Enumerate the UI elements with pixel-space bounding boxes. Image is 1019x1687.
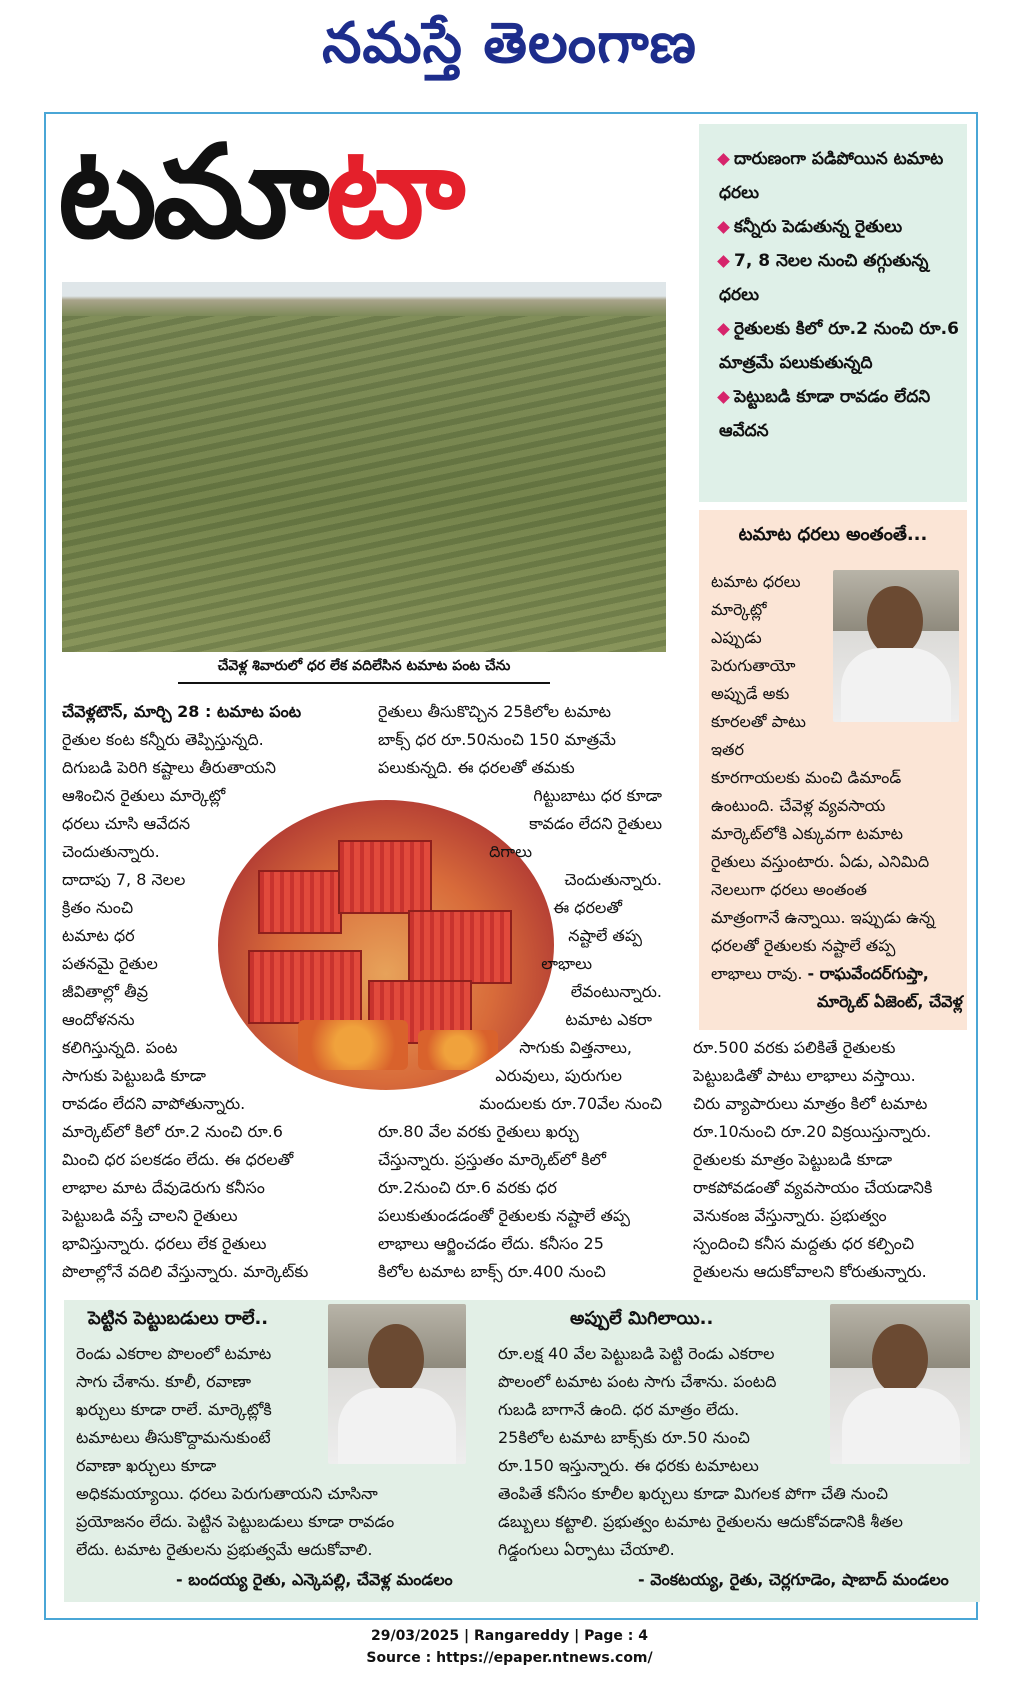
- highlights-list: [719, 142, 959, 448]
- headline-part-red: టా: [325, 118, 462, 267]
- agent-quote-short-lines: టమాట ధరలు మార్కెట్లో ఎప్పుడు పెరుగుతాయో అప్పుడే అకు కూరలతో పాటు ఇతర: [711, 572, 806, 759]
- agent-portrait-photo: [833, 570, 959, 722]
- article-headline: [58, 118, 461, 268]
- farmer1-quote-title: పెట్టిన పెట్టుబడులు రాలే..: [88, 1308, 269, 1329]
- farmer1-attribution: - బందయ్య రైతు, ఎన్కెపల్లి, చేవెళ్ల మండలం: [176, 1570, 453, 1589]
- article-column-2: రైతులు తీసుకొచ్చిన 25కిలోల టమాట బాక్స్ ధర రూ.50నుంచి 150 మాత్రమే పలుకున్నది. ఈ ధరలతో తమకు గిట్టుబాటు ధర కూడా కావడం లేదని రైతులు దిగాలు చెందుతున్నారు. ఈ ధరలతో నష్టాలే తప్ప లాభాలు లేవంటున్నారు. టమాట ఎకరా సాగుకు విత్తనాలు, ఎరువులు, పురుగుల మందులకు రూ.70వేల నుంచి రూ.80 వేల వరకు రైతులు ఖర్చు చేస్తున్నారు. ప్రస్తుతం మార్కెట్‌లో కిలో రూ.2నుంచి రూ.6 వరకు ధర పలుకుతుండడంతో రైతులకు నష్టాలే తప్ప లాభాలు ఆర్జించడం లేదు. కనీసం 25 కిలోల టమాట బాక్స్ రూ.400 నుంచి: [378, 702, 662, 1281]
- agent-quote-full-lines: కూరగాయలకు మంచి డిమాండ్ ఉంటుంది. చేవెళ్ల వ్యవసాయ మార్కెట్‌లోకి ఎక్కువగా టమాట రైతులు వస్తుంటారు. ఏడు, ఎనిమిది నెలలుగా ధరలు అంతంత మాత్రంగానే ఉన్నాయి. ఇప్పుడు ఉన్న ధరలతో రైతులకు నష్టాలే తప్ప లాభాలు రావు. - రాఘవేందర్‌గుప్తా,: [711, 768, 935, 983]
- diamond-bullet-icon: [717, 255, 730, 268]
- highlight-item: దారుణంగా పడిపోయిన టమాట ధరలు: [719, 149, 944, 203]
- caption-underline: [178, 682, 550, 684]
- diamond-bullet-icon: [717, 221, 730, 234]
- footer-edition-info: 29/03/2025 | Rangareddy | Page : 4: [370, 1628, 649, 1644]
- agent-quote-box: [699, 510, 967, 1030]
- highlight-item: రైతులకు కిలో రూ.2 నుంచి రూ.6 మాత్రమే పలుకుతున్నది: [719, 319, 959, 373]
- farmer2-quote-title: అప్పులే మిగిలాయి..: [570, 1308, 714, 1329]
- diamond-bullet-icon: [717, 323, 730, 336]
- highlights-box: [699, 124, 967, 502]
- tomato-field-photo: [62, 282, 666, 652]
- diamond-bullet-icon: [717, 153, 730, 166]
- highlight-item: 7, 8 నెలల నుంచి తగ్గుతున్న ధరలు: [719, 251, 929, 305]
- footer-source-link[interactable]: Source : https://epaper.ntnews.com/: [366, 1650, 653, 1666]
- agent-quote-title: టమాట ధరలు అంతంతే...: [738, 524, 928, 545]
- article-column-3: రూ.500 వరకు పలికితే రైతులకు పెట్టుబడితో పాటు లాభాలు వస్తాయి. చిరు వ్యాపారులు మాత్రం కిలో టమాట రూ.10నుంచి రూ.20 విక్రయిస్తున్నారు. రైతులకు మాత్రం పెట్టుబడి కూడా రాకపోవడంతో వ్యవసాయం చేయడానికి వెనుకంజ వేస్తున్నారు. ప్రభుత్వం స్పందించి కనీస మద్దతు ధర కల్పించి రైతులను ఆదుకోవాలని కోరుతున్నారు.: [693, 1038, 933, 1281]
- highlight-item: కన్నీరు పెడుతున్న రైతులు: [719, 210, 959, 244]
- newspaper-masthead: నమస్తే తెలంగాణ: [322, 10, 697, 76]
- agent-attribution-name: - రాఘవేందర్‌గుప్తా,: [807, 964, 929, 983]
- farmer2-quote-text: రూ.లక్ష 40 వేల పెట్టుబడి పెట్టి రెండు ఎకరాల పొలంలో టమాట పంట సాగు చేశాను. పంటది గుబడి బాగానే ఉంది. ధర మాత్రం లేదు. 25కిలోల టమాట బాక్స్‌కు రూ.50 నుంచి రూ.150 ఇస్తున్నారు. ఈ ధరకు టమాటలు తెంపితే కనీసం కూలీల ఖర్చులు కూడా మిగలక పోగా చేతి నుంచి డబ్బులు కట్టాలి. ప్రభుత్వం టమాట రైతులను ఆదుకోవడానికి శీతల గిడ్డంగులు ఏర్పాటు చేయాలి.: [498, 1344, 904, 1559]
- photo-caption: చేవెళ్ల శివారులో ధర లేక వదిలేసిన టమాట పంట చేను: [217, 658, 511, 674]
- diamond-bullet-icon: [717, 391, 730, 404]
- farmer2-attribution: - వెంకటయ్య, రైతు, చెర్లగూడెం, షాబాద్ మండలం: [638, 1570, 949, 1589]
- highlight-item: పెట్టుబడి కూడా రావడం లేదని ఆవేదన: [719, 387, 931, 441]
- article-column-1: చేవెళ్లటౌన్, మార్చి 28 : టమాట పంట రైతుల కంట కన్నీరు తెప్పిస్తున్నది. దిగుబడి పెరిగి కష్టాలు తీరుతాయని ఆశించిన రైతులు మార్కెట్లో ధరలు చూసి ఆవేదన చెందుతున్నారు. దాదాపు 7, 8 నెలల క్రితం నుంచి టమాట ధర పతనమై రైతుల జీవితాల్లో తీవ్ర ఆందోళనను కలిగిస్తున్నది. పంట సాగుకు పెట్టుబడి కూడా రావడం లేదని వాపోతున్నారు. మార్కెట్‌లో కిలో రూ.2 నుంచి రూ.6 మించి ధర పలకడం లేదు. ఈ ధరలతో లాభాల మాట దేవుడెరుగు కనీసం పెట్టుబడి వస్తే చాలని రైతులు భావిస్తున్నారు. ధరలు లేక రైతులు పొలాల్లోనే వదిలి వేస్తున్నారు. మార్కెట్‌కు: [62, 702, 309, 1281]
- farmer1-quote-text: రెండు ఎకరాల పొలంలో టమాట సాగు చేశాను. కూలీ, రవాణా ఖర్చులు కూడా రాలే. మార్కెట్లోకి టమాటలు తీసుకొద్దామనుకుంటే రవాణా ఖర్చులు కూడా అధికమయ్యాయి. ధరలు పెరుగుతాయని చూసినా ప్రయోజనం లేదు. పెట్టిన పెట్టుబడులు కూడా రావడం లేదు. టమాట రైతులను ప్రభుత్వమే ఆదుకోవాలి.: [76, 1344, 395, 1559]
- headline-part-black: టమా: [58, 118, 326, 267]
- agent-attribution-role: మార్కెట్ ఏజెంట్, చేవెళ్ల: [817, 992, 963, 1011]
